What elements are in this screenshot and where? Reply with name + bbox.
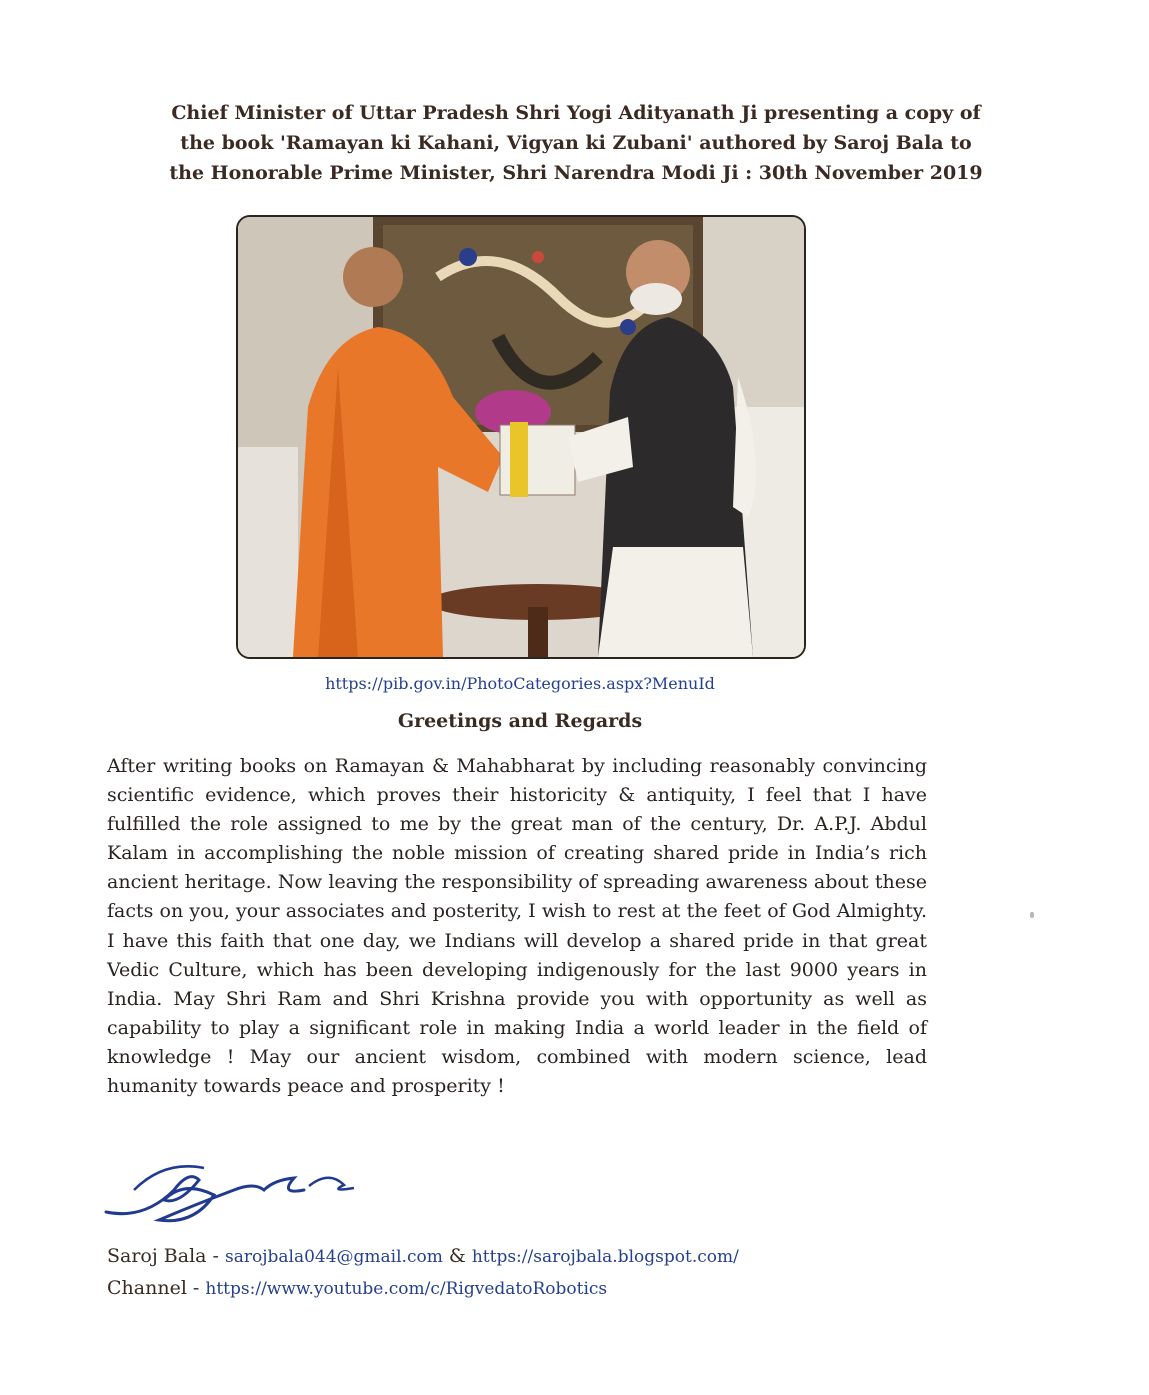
photo-presentation-icon xyxy=(238,217,804,657)
scan-speck xyxy=(1030,912,1034,918)
youtube-channel-link[interactable]: https://www.youtube.com/c/RigvedatoRobotics xyxy=(205,1279,608,1299)
author-name-label: Saroj Bala - xyxy=(107,1245,225,1267)
channel-label: Channel - xyxy=(107,1277,206,1299)
letter-body: After writing books on Ramayan & Mahabharat by including reasonably convincing scientific evidence, which proves their historicity & antiquity, I feel that I have fulfilled the role assigned to me by the great man of the century, Dr. A.P.J. Abdul Kalam in accomplishing the noble mission of creating shared pride in India’s rich ancient heritage. Now leaving the responsibility of spreading awareness about these facts on you, your associates and posterity, I wish to rest at the feet of God Almighty. I have this faith that one day, we Indians will develop a shared pride in that great Vedic Culture, which has been developing indigenously for the last 9000 years in India. May Shri Ram and Shri Krishna provide you with opportunity as well as capability to play a significant role in making India a world leader in the field of knowledge ! May our ancient wisdom, combined with modern science, lead humanity towards peace and prosperity ! xyxy=(107,755,927,1098)
greeting-heading: Greetings and Regards xyxy=(397,710,643,732)
channel-line xyxy=(107,1273,1007,1305)
ampersand: & xyxy=(442,1245,472,1267)
caption-line-3: the Honorable Prime Minister, Shri Narendra Modi Ji : 30th November 2019 xyxy=(169,162,983,184)
author-contact-line xyxy=(107,1241,1007,1273)
contact-footer xyxy=(107,1241,1007,1305)
photo-source-link[interactable]: https://pib.gov.in/PhotoCategories.aspx?MenuId xyxy=(325,674,715,693)
presentation-photo xyxy=(236,215,806,659)
author-email-link[interactable]: sarojbala044@gmail.com xyxy=(225,1247,443,1267)
signature-image xyxy=(104,1150,364,1230)
page-caption xyxy=(80,98,1072,188)
caption-line-1: Chief Minister of Uttar Pradesh Shri Yogi Adityanath Ji presenting a copy of xyxy=(171,102,981,124)
blog-link[interactable]: https://sarojbala.blogspot.com/ xyxy=(471,1247,739,1267)
caption-line-2: the book 'Ramayan ki Kahani, Vigyan ki Zubani' authored by Saroj Bala to xyxy=(180,132,972,154)
